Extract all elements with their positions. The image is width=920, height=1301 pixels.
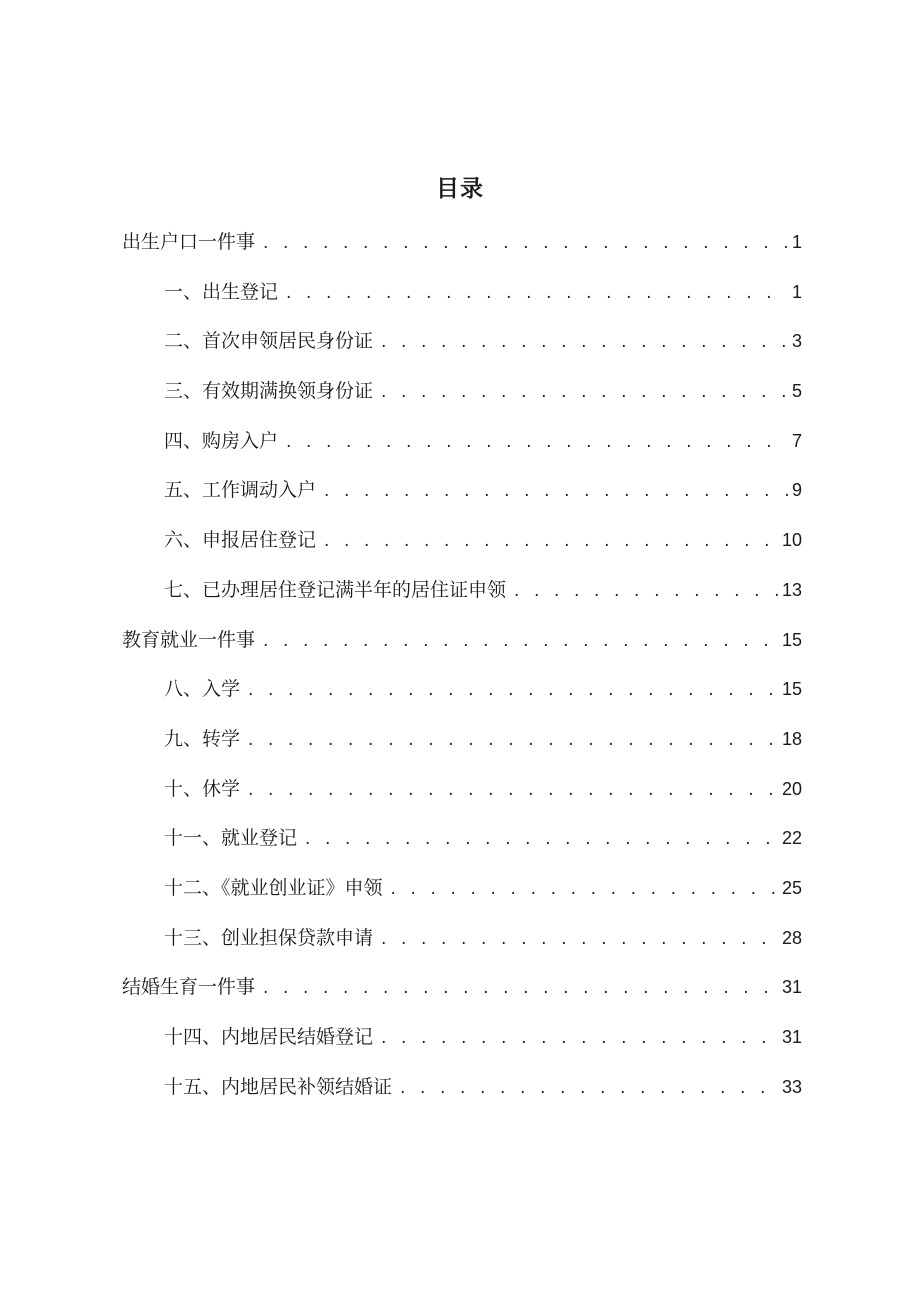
toc-page-number: 31: [781, 1027, 802, 1047]
toc-page-number: 33: [781, 1076, 802, 1097]
toc-page-number: 9: [791, 480, 802, 501]
toc-entry-label: 十三、创业担保贷款申请: [164, 926, 374, 949]
toc-dot-leader: [324, 476, 788, 506]
toc-subsection-entry[interactable]: [122, 1072, 802, 1122]
toc-entry-label: 八、入学: [164, 678, 241, 701]
toc-section-entry[interactable]: [122, 625, 802, 675]
toc-dot-leader: [248, 725, 778, 755]
toc-dot-leader: [381, 924, 778, 954]
toc-page-number: 10: [781, 530, 802, 551]
toc-subsection-entry[interactable]: [122, 426, 802, 476]
toc-subsection-entry[interactable]: [122, 674, 802, 724]
toc-entry-label: 二、首次申领居民身份证: [164, 330, 374, 353]
toc-page-number: 31: [781, 977, 802, 998]
toc-subsection-entry[interactable]: [122, 326, 802, 376]
toc-dot-leader: [263, 973, 778, 1003]
toc-entry-label: 十一、就业登记: [164, 827, 298, 850]
toc-section-entry[interactable]: [122, 972, 802, 1022]
toc-subsection-entry[interactable]: [122, 525, 802, 575]
toc-entry-label: 一、出生登记: [164, 280, 279, 303]
toc-dot-leader: [248, 675, 778, 705]
toc-page-number: 15: [781, 679, 802, 700]
toc-page-number: 5: [791, 381, 802, 402]
toc-dot-leader: [263, 228, 788, 258]
toc-entry-label: 三、有效期满换领身份证: [164, 380, 374, 403]
toc-dot-leader: [514, 576, 778, 606]
toc-page-number: 1: [791, 232, 802, 252]
toc-entry-label: 教育就业一件事: [122, 628, 256, 651]
toc-subsection-entry[interactable]: [122, 923, 802, 973]
toc-entry-label: 出生户口一件事: [122, 231, 256, 253]
toc-page-number: 25: [781, 877, 802, 898]
toc-entry-label: 十五、内地居民补领结婚证: [164, 1075, 393, 1098]
toc-page-number: 7: [791, 430, 802, 451]
toc-dot-leader: [400, 1073, 778, 1103]
toc-page-number: 20: [781, 778, 802, 799]
toc-entry-label: 四、购房入户: [164, 429, 279, 452]
toc-dot-leader: [324, 526, 778, 556]
toc-entry-label: 十四、内地居民结婚登记: [164, 1026, 374, 1048]
toc-entry-label: 五、工作调动入户: [164, 479, 317, 502]
toc-page-number: 15: [781, 629, 802, 650]
toc-dot-leader: [381, 1023, 778, 1053]
toc-page-number: 18: [781, 728, 802, 749]
toc-page-number: 3: [791, 331, 802, 352]
toc-entry-label: 九、转学: [164, 727, 241, 750]
toc-subsection-entry[interactable]: [122, 376, 802, 426]
table-of-contents: [122, 227, 802, 1121]
toc-subsection-entry[interactable]: [122, 873, 802, 923]
toc-page-number: 13: [781, 579, 802, 600]
toc-entry-label: 七、已办理居住登记满半年的居住证申领: [164, 578, 507, 601]
toc-subsection-entry[interactable]: [122, 774, 802, 824]
toc-dot-leader: [305, 824, 778, 854]
toc-subsection-entry[interactable]: [122, 724, 802, 774]
toc-dot-leader: [286, 427, 788, 457]
toc-subsection-entry[interactable]: [122, 575, 802, 625]
toc-dot-leader: [381, 377, 788, 407]
toc-page-number: 28: [781, 927, 802, 948]
toc-dot-leader: [391, 874, 778, 904]
toc-subsection-entry[interactable]: [122, 277, 802, 327]
toc-entry-label: 十、休学: [164, 777, 241, 800]
toc-page-number: 1: [791, 281, 802, 302]
toc-dot-leader: [381, 327, 788, 357]
toc-entry-label: 六、申报居住登记: [164, 529, 317, 552]
toc-section-entry[interactable]: [122, 227, 802, 277]
toc-dot-leader: [286, 278, 788, 308]
toc-dot-leader: [263, 626, 778, 656]
toc-subsection-entry[interactable]: [122, 1022, 802, 1072]
toc-subsection-entry[interactable]: [122, 475, 802, 525]
toc-page-number: 22: [781, 828, 802, 849]
toc-subsection-entry[interactable]: [122, 823, 802, 873]
toc-entry-label: 结婚生育一件事: [122, 976, 256, 999]
toc-title: 目录: [436, 176, 484, 202]
toc-dot-leader: [248, 775, 778, 805]
toc-entry-label: 十二、《就业创业证》申领: [164, 876, 383, 899]
